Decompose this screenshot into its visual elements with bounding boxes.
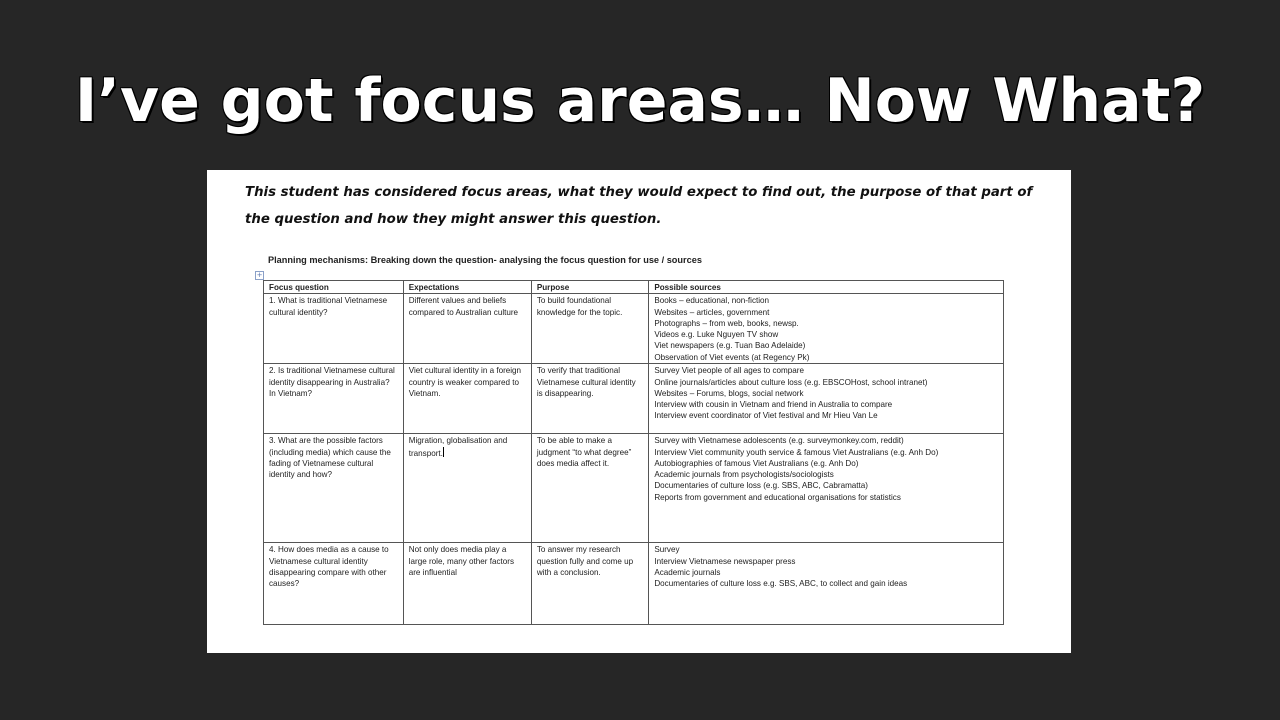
table-move-handle-icon: + — [256, 271, 263, 279]
source-item: Books – educational, non-fiction — [654, 296, 770, 306]
header-purpose: Purpose — [531, 281, 649, 294]
text-cursor — [443, 447, 444, 457]
source-item: Videos e.g. Luke Nguyen TV show — [654, 330, 779, 340]
source-item: Websites – articles, government — [654, 307, 770, 317]
source-item: Documentaries of culture loss e.g. SBS, ABC, to collect and gain ideas — [654, 579, 908, 589]
header-focus-question: Focus question — [264, 281, 404, 294]
focus-question-cell: 4. How does media as a cause to Vietnamese cultural identity disappearing compare with other causes? — [264, 543, 404, 625]
table-row — [264, 364, 1004, 434]
expectations-cell: Not only does media play a large role, many other factors are influential — [403, 543, 531, 625]
source-item: Academic journals — [654, 567, 721, 577]
document-screenshot — [207, 170, 1071, 653]
header-expectations: Expectations — [403, 281, 531, 294]
sources-cell — [649, 294, 1004, 364]
source-item: Documentaries of culture loss (e.g. SBS, ABC, Cabramatta) — [654, 481, 869, 491]
sources-cell — [649, 434, 1004, 543]
sources-cell — [649, 364, 1004, 434]
source-item: Interview Vietnamese newspaper press — [654, 556, 796, 566]
purpose-cell: To answer my research question fully and come up with a conclusion. — [531, 543, 649, 625]
source-item: Academic journals from psychologists/sociologists — [654, 470, 834, 480]
planning-heading: Planning mechanisms: Breaking down the question- analysing the focus question for use / sources — [268, 255, 702, 265]
planning-table — [263, 280, 1004, 625]
slide-title: I’ve got focus areas… Now What? — [74, 66, 1206, 136]
sources-cell — [649, 543, 1004, 625]
table-row — [264, 434, 1004, 543]
expectations-cell: Different values and beliefs compared to Australian culture — [403, 294, 531, 364]
purpose-cell: To verify that traditional Vietnamese cultural identity is disappearing. — [531, 364, 649, 434]
source-item: Viet newspapers (e.g. Tuan Bao Adelaide) — [654, 341, 806, 351]
focus-question-cell: 1. What is traditional Vietnamese cultural identity? — [264, 294, 404, 364]
table-header-row — [264, 281, 1004, 294]
source-item: Survey Viet people of all ages to compare — [654, 366, 805, 376]
header-possible-sources: Possible sources — [649, 281, 1004, 294]
source-item: Autobiographies of famous Viet Australians (e.g. Anh Do) — [654, 458, 859, 468]
purpose-cell: To be able to make a judgment “to what degree” does media affect it. — [531, 434, 649, 543]
source-item: Survey with Vietnamese adolescents (e.g. surveymonkey.com, reddit) — [654, 436, 904, 446]
source-item: Observation of Viet events (at Regency Pk) — [654, 352, 810, 362]
source-item: Reports from government and educational organisations for statistics — [654, 492, 901, 502]
table-row — [264, 294, 1004, 364]
source-item: Interview event coordinator of Viet festival and Mr Hieu Van Le — [654, 411, 878, 421]
source-item: Interview Viet community youth service & famous Viet Australians (e.g. Anh Do) — [654, 447, 939, 457]
source-item: Websites – Forums, blogs, social network — [654, 388, 804, 398]
purpose-cell: To build foundational knowledge for the topic. — [531, 294, 649, 364]
source-item: Photographs – from web, books, newsp. — [654, 318, 799, 328]
source-item: Interview with cousin in Vietnam and friend in Australia to compare — [654, 400, 893, 410]
intro-text: This student has considered focus areas, what they would expect to find out, the purpose of that part of the question and how they might answer this question. — [245, 185, 1033, 227]
expectations-cell-with-cursor — [403, 434, 531, 543]
expectations-cell: Viet cultural identity in a foreign country is weaker compared to Vietnam. — [403, 364, 531, 434]
focus-question-cell: 3. What are the possible factors (including media) which cause the fading of Vietnamese cultural identity and how? — [264, 434, 404, 543]
expectations-text: Migration, globalisation and transport. — [408, 436, 508, 458]
source-item: Online journals/articles about culture loss (e.g. EBSCOHost, school intranet) — [654, 377, 928, 387]
focus-question-cell: 2. Is traditional Vietnamese cultural identity disappearing in Australia? In Vietnam? — [264, 364, 404, 434]
table-row — [264, 543, 1004, 625]
source-item: Survey — [654, 545, 680, 555]
